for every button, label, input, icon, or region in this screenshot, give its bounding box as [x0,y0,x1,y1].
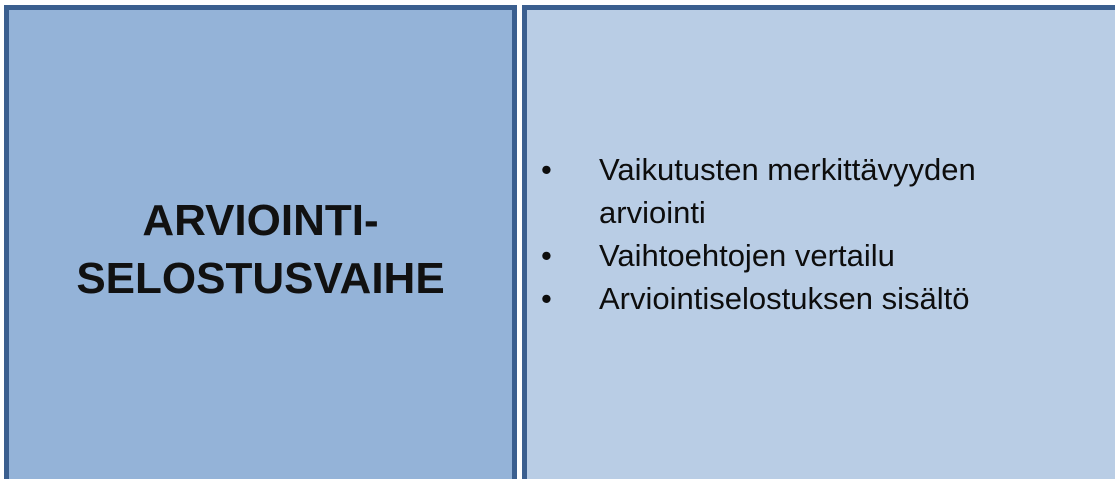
stage-title-line-1: ARVIOINTI- [142,195,379,245]
bullet-label: Arviointiselostuksen sisältö [599,281,970,316]
bullet-icon: • [541,238,552,273]
stage-box [4,5,517,479]
bullet-item-impact-significance [527,148,1099,234]
bullet-item-report-contents [527,277,1099,320]
bullet-icon: • [541,152,552,187]
bullet-label-continuation: arviointi [599,195,706,230]
bullet-list [527,148,1099,320]
bullet-label: Vaikutusten merkittävyyden [599,152,976,187]
content-box [522,5,1115,479]
stage-title-line-2: SELOSTUSVAIHE [76,253,445,303]
bullet-label: Vaihtoehtojen vertailu [599,238,895,273]
bullet-icon: • [541,281,552,316]
stage-title [76,192,444,308]
bullet-item-alternatives-comparison [527,234,1099,277]
